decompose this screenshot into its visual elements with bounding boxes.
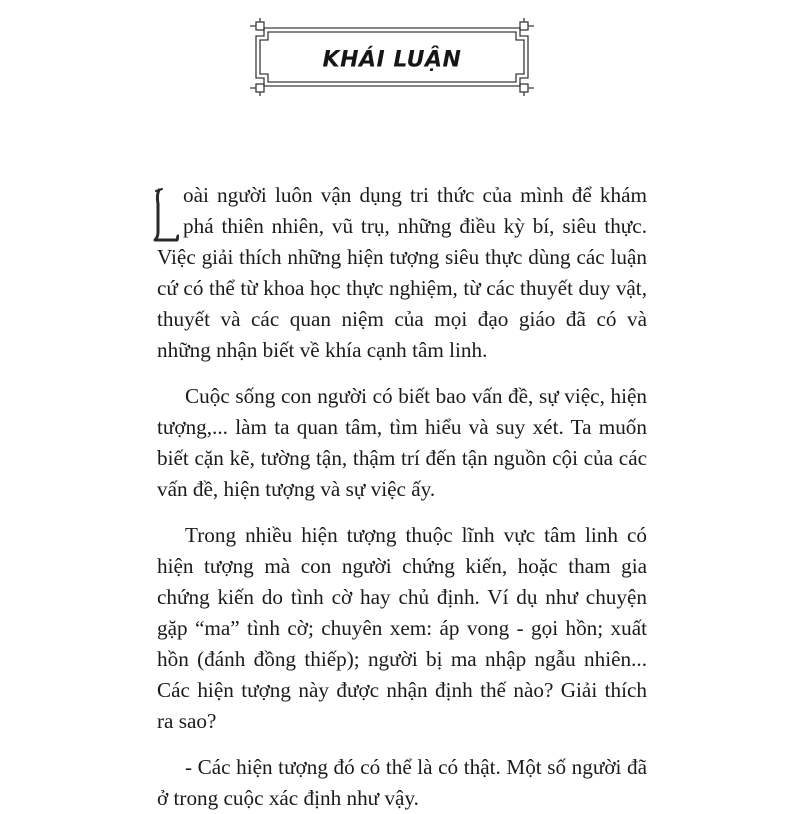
body-text xyxy=(157,180,647,814)
chapter-title: KHÁI LUẬN xyxy=(322,47,462,73)
title-frame xyxy=(246,16,538,98)
paragraph-3: Trong nhiều hiện tượng thuộc lĩnh vực tâm linh có hiện tượng mà con người chứng kiến, hoặc tham gia chứng kiến do tình cờ hay chủ định. Ví dụ như chuyện gặp “ma” tình cờ; chuyên xem: áp vong - gọi hồn; xuất hồn (đánh đồng thiếp); người bị ma nhập ngẫu nhiên... Các hiện tượng này được nhận định thế nào? Giải thích ra sao? xyxy=(157,523,647,733)
paragraph-4: - Các hiện tượng đó có thể là có thật. Một số người đã ở trong cuộc xác định như vậy. xyxy=(157,755,647,810)
drop-cap-l-icon xyxy=(153,188,179,242)
paragraph-1-text: oài người luôn vận dụng tri thức của mình để khám phá thiên nhiên, vũ trụ, những điều kỳ bí, siêu thực. Việc giải thích những hiện tượng siêu thực dùng các luận cứ có thể từ khoa học thực nghiệm, từ các thuyết duy vật, thuyết và các quan niệm của mọi đạo giáo đã có và những nhận biết về khía cạnh tâm linh. xyxy=(157,183,647,362)
paragraph-1 xyxy=(157,180,647,366)
drop-cap xyxy=(153,188,179,242)
paragraph-2: Cuộc sống con người có biết bao vấn đề, sự việc, hiện tượng,... làm ta quan tâm, tìm hiểu và suy xét. Ta muốn biết cặn kẽ, tường tận, thậm trí đến tận nguồn cội của các vấn đề, hiện tượng và sự việc ấy. xyxy=(157,384,647,501)
